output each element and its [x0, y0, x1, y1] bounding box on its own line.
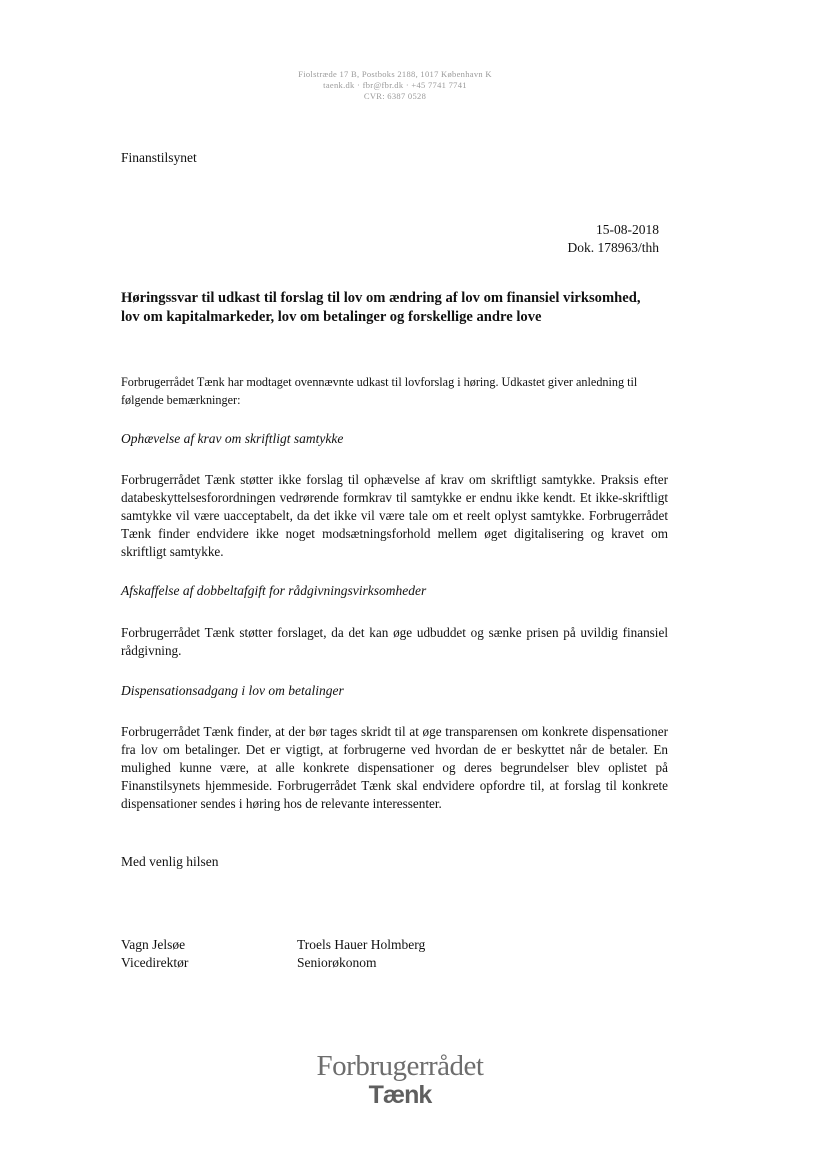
letter-date: 15-08-2018: [596, 222, 659, 237]
recipient: Finanstilsynet: [121, 150, 197, 165]
closing-salutation: Med venlig hilsen: [121, 854, 219, 869]
signatory-1: [121, 936, 188, 972]
signatory-2: [297, 936, 425, 972]
signatory-name: Troels Hauer Holmberg: [297, 937, 426, 952]
signatory-title: Vicedirektør: [121, 955, 189, 970]
signatory-title: Seniorøkonom: [297, 955, 377, 970]
section-paragraph-1: Forbrugerrådet Tænk støtter ikke forslag til ophævelse af krav om skriftligt samtykke. Praksis efter databeskyttelsesforordningen vedrørende formkrav til samtykke er endnu ikke kendt. Et ikke-skriftligt samtykke vil være uacceptabelt, da det ikke vil være tale om et reelt oplyst samtykke. Forbrugerrådet Tænk finder endvidere ikke noget modsætningsforhold mellem øget digitalisering og kravet om skriftligt samtykke.: [121, 472, 668, 559]
address-line: Fiolstræde 17 B, Postboks 2188, 1017 København K: [298, 69, 492, 79]
sender-address: [0, 69, 790, 102]
section-heading-2: Afskaffelse af dobbeltafgift for rådgivningsvirksomheder: [121, 583, 427, 598]
letter-subject: Høringssvar til udkast til forslag til lov om ændring af lov om finansiel virksomhed, lov om kapitalmarkeder, lov om betalinger og forskellige andre love: [121, 290, 641, 325]
section-paragraph-2: Forbrugerrådet Tænk støtter forslaget, da det kan øge udbuddet og sænke prisen på uvildig finansiel rådgivning.: [121, 625, 668, 658]
date-block: [567, 221, 659, 257]
contact-line: taenk.dk · fbr@fbr.dk · +45 7741 7741: [323, 80, 467, 90]
signatory-name: Vagn Jelsøe: [121, 937, 186, 952]
document-reference: Dok. 178963/thh: [567, 240, 659, 255]
forbrugerraadet-taenk-logo: [300, 1050, 500, 1108]
cvr-line: CVR: 6387 0528: [363, 91, 427, 101]
section-heading-1: Ophævelse af krav om skriftligt samtykke: [121, 431, 344, 446]
section-heading-3: Dispensationsadgang i lov om betalinger: [121, 683, 344, 698]
intro-paragraph: Forbrugerrådet Tænk har modtaget ovennævnte udkast til lovforslag i høring. Udkastet giver anledning til følgende bemærkninger:: [121, 375, 638, 407]
logo-wordmark-top: Forbrugerrådet: [316, 1050, 484, 1082]
logo-wordmark-bottom: Tænk: [368, 1081, 432, 1109]
section-paragraph-3: Forbrugerrådet Tænk finder, at der bør tages skridt til at øge transparensen om konkrete dispensationer fra lov om betalinger. Det er vigtigt, at forbrugerne ved hvordan de er beskyttet når de betaler. En mulighed kunne være, at alle konkrete dispensationer og deres begrundelser blev oplistet på Finanstilsynets hjemmeside. Forbrugerrådet Tænk skal endvidere opfordre til, at forslag til konkrete dispensationer sendes i høring hos de relevante interessenter.: [121, 724, 668, 811]
